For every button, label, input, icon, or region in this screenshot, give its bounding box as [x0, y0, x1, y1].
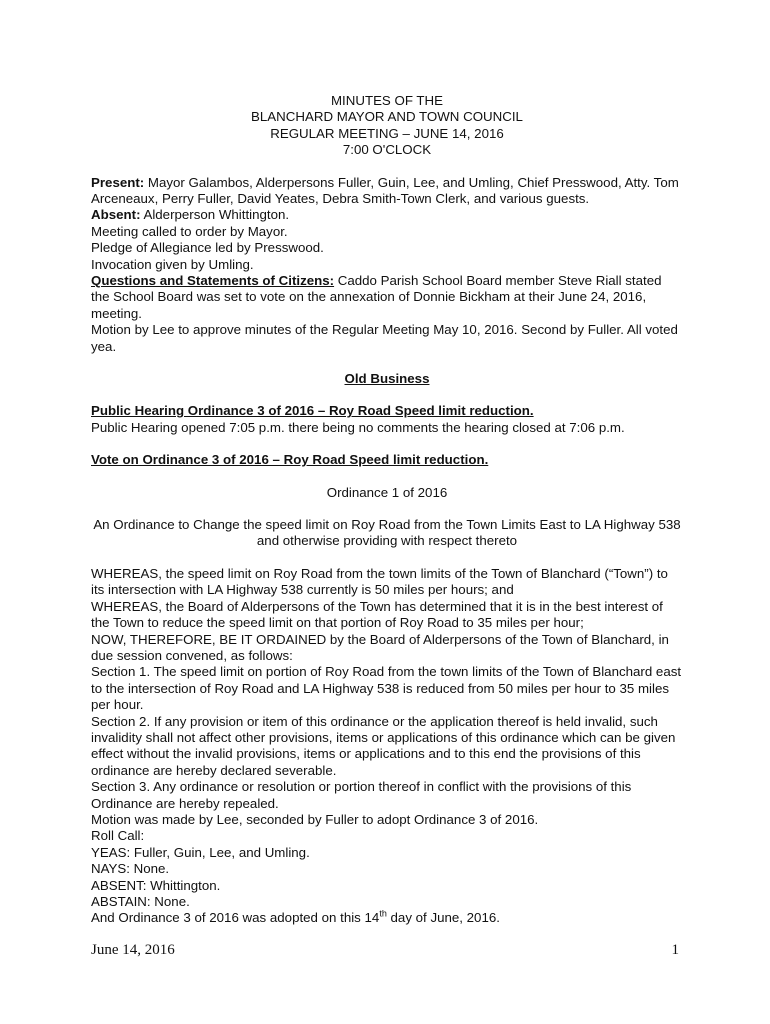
- title-line-1: MINUTES OF THE: [330, 93, 444, 108]
- abstain-line: ABSTAIN: None.: [91, 894, 190, 909]
- now-therefore: NOW, THEREFORE, BE IT ORDAINED by the Board of Alderpersons of the Town of Blanchard, in due session convened, as follows:: [91, 631, 669, 663]
- absent-text: Alderperson Whittington.: [140, 207, 290, 223]
- roll-call: Roll Call:: [91, 828, 145, 844]
- pledge-line: Pledge of Allegiance led by Presswood.: [91, 240, 324, 256]
- section-2: Section 2. If any provision or item of this ordinance or the application thereof is held invalid, such invalidity shall not affect other provisions, items or applications of this ordinance which can be given effect without the invalid provisions, items or applications and to this end the provisions of this ordinance are hereby declared severable.: [91, 713, 676, 778]
- title-line-3: REGULAR MEETING – JUNE 14, 2016: [270, 125, 504, 141]
- invocation-line: Invocation given by Umling.: [91, 256, 254, 272]
- adopted-line: [91, 910, 683, 926]
- motion-adopt: Motion was made by Lee, seconded by Fuller to adopt Ordinance 3 of 2016.: [91, 811, 539, 827]
- absent-vote-line: ABSENT: Whittington.: [91, 877, 221, 893]
- minutes-title: [91, 93, 683, 159]
- adopted-text-before: And Ordinance 3 of 2016 was adopted on this 14: [91, 910, 380, 926]
- section-1: Section 1. The speed limit on portion of Roy Road from the town limits of the Town of Blanchard east to the intersection of Roy Road and LA Highway 538 is reduced from 50 miles per hour to 35 miles per hour.: [91, 664, 682, 713]
- present-text: Mayor Galambos, Alderpersons Fuller, Guin, Lee, and Umling, Chief Presswood, Atty. Tom Arceneaux, Perry Fuller, David Yeates, Debra Smith-Town Clerk, and various guests.: [91, 174, 679, 206]
- ordinance-subtitle: An Ordinance to Change the speed limit on Roy Road from the Town Limits East to LA Highway 538 and otherwise providing with respect thereto: [93, 517, 681, 549]
- minutes-body: [91, 93, 683, 927]
- absent-paragraph: [91, 207, 683, 223]
- public-hearing-heading: Public Hearing Ordinance 3 of 2016 – Roy Road Speed limit reduction.: [91, 403, 534, 419]
- public-hearing-text: Public Hearing opened 7:05 p.m. there being no comments the hearing closed at 7:06 p.m.: [91, 419, 625, 435]
- meeting-called-line: Meeting called to order by Mayor.: [91, 223, 288, 239]
- vote-heading: Vote on Ordinance 3 of 2016 – Roy Road Speed limit reduction.: [91, 452, 489, 468]
- absent-label: Absent:: [91, 207, 141, 223]
- motion-minutes-paragraph: Motion by Lee to approve minutes of the Regular Meeting May 10, 2016. Second by Fuller. All voted yea.: [91, 322, 678, 354]
- questions-paragraph: [91, 273, 683, 322]
- adopted-superscript: th: [379, 908, 387, 919]
- title-line-4: 7:00 O'CLOCK: [342, 142, 432, 158]
- present-paragraph: [91, 175, 683, 208]
- ordinance-title: Ordinance 1 of 2016: [326, 484, 448, 500]
- page-number: 1: [671, 942, 679, 958]
- section-3: Section 3. Any ordinance or resolution or portion thereof in conflict with the provisions of this Ordinance are hereby repealed.: [91, 779, 632, 811]
- present-label: Present:: [91, 174, 145, 190]
- whereas-2: WHEREAS, the Board of Alderpersons of the Town has determined that it is in the best interest of the Town to reduce the speed limit on that portion of Roy Road to 35 miles per hour;: [91, 598, 663, 631]
- nays-line: NAYS: None.: [91, 861, 170, 877]
- questions-text: Caddo Parish School Board member Steve Riall stated the School Board was set to vote on the annexation of Donnie Bickham at their June 24, 2016, meeting.: [91, 273, 662, 321]
- whereas-1: WHEREAS, the speed limit on Roy Road from the town limits of the Town of Blanchard (“Town”) to its intersection with LA Highway 538 currently is 50 miles per hours; and: [91, 565, 668, 598]
- adopted-text-after: day of June, 2016.: [386, 910, 500, 926]
- title-line-2: BLANCHARD MAYOR AND TOWN COUNCIL: [251, 109, 523, 125]
- questions-label: Questions and Statements of Citizens:: [91, 273, 335, 288]
- old-business-heading: Old Business: [344, 371, 430, 387]
- footer-date: June 14, 2016: [91, 942, 175, 958]
- yeas-line: YEAS: Fuller, Guin, Lee, and Umling.: [91, 844, 310, 860]
